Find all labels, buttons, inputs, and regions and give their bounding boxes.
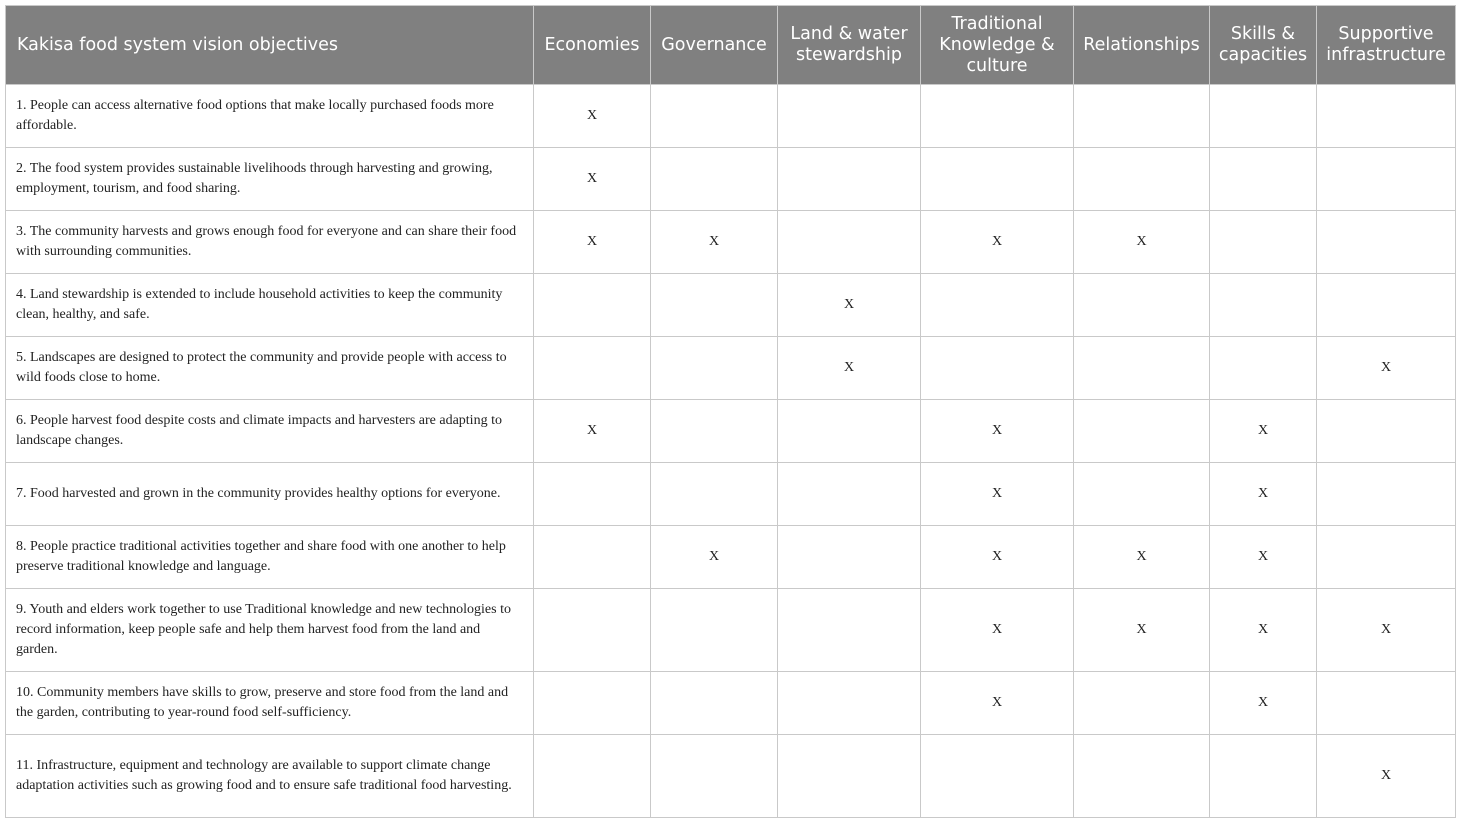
mark-cell: X [534, 85, 651, 148]
mark-cell [778, 148, 921, 211]
mark-cell [534, 526, 651, 589]
header-skills-capacities: Skills & capacities [1210, 6, 1317, 85]
mark-cell [651, 463, 778, 526]
objective-cell: 2. The food system provides sustainable livelihoods through harvesting and growing, employment, tourism, and food sharing. [6, 148, 534, 211]
objective-cell: 8. People practice traditional activities together and share food with one another to help preserve traditional knowledge and language. [6, 526, 534, 589]
mark-cell [778, 463, 921, 526]
table-row [6, 337, 1456, 400]
mark-cell [534, 337, 651, 400]
mark-cell [1074, 735, 1210, 818]
mark-cell [651, 274, 778, 337]
mark-cell [1210, 735, 1317, 818]
mark-cell [1210, 211, 1317, 274]
header-traditional-knowledge-culture: Traditional Knowledge & culture [921, 6, 1074, 85]
mark-cell [1074, 463, 1210, 526]
objective-cell: 7. Food harvested and grown in the community provides healthy options for everyone. [6, 463, 534, 526]
mark-cell [534, 735, 651, 818]
table-row [6, 672, 1456, 735]
mark-cell [1317, 400, 1456, 463]
mark-cell: X [1317, 735, 1456, 818]
mark-cell [1074, 274, 1210, 337]
mark-cell [1210, 85, 1317, 148]
header-relationships: Relationships [1074, 6, 1210, 85]
header-row [6, 6, 1456, 85]
mark-cell [921, 735, 1074, 818]
mark-cell: X [921, 672, 1074, 735]
mark-cell [1074, 672, 1210, 735]
mark-cell: X [778, 274, 921, 337]
mark-cell: X [1317, 589, 1456, 672]
mark-cell [1317, 148, 1456, 211]
mark-cell: X [921, 526, 1074, 589]
mark-cell [651, 735, 778, 818]
table-row [6, 526, 1456, 589]
mark-cell: X [1210, 400, 1317, 463]
mark-cell [1210, 148, 1317, 211]
mark-cell: X [1210, 589, 1317, 672]
mark-cell [534, 274, 651, 337]
mark-cell: X [534, 211, 651, 274]
mark-cell: X [1210, 672, 1317, 735]
table-row [6, 148, 1456, 211]
mark-cell: X [651, 526, 778, 589]
mark-cell [778, 672, 921, 735]
table-row [6, 463, 1456, 526]
objective-cell: 11. Infrastructure, equipment and technology are available to support climate change adaptation activities such as growing food and to ensure safe traditional food harvesting. [6, 735, 534, 818]
mark-cell: X [651, 211, 778, 274]
mark-cell [778, 85, 921, 148]
mark-cell [651, 85, 778, 148]
mark-cell [651, 337, 778, 400]
mark-cell [778, 526, 921, 589]
mark-cell [651, 400, 778, 463]
objective-cell: 10. Community members have skills to grow, preserve and store food from the land and the garden, contributing to year-round food self-sufficiency. [6, 672, 534, 735]
objective-cell: 4. Land stewardship is extended to include household activities to keep the community clean, healthy, and safe. [6, 274, 534, 337]
table-row [6, 735, 1456, 818]
mark-cell: X [778, 337, 921, 400]
mark-cell: X [534, 148, 651, 211]
mark-cell [778, 589, 921, 672]
mark-cell [921, 85, 1074, 148]
mark-cell [651, 672, 778, 735]
objective-cell: 5. Landscapes are designed to protect the community and provide people with access to wild foods close to home. [6, 337, 534, 400]
mark-cell [1317, 526, 1456, 589]
table-row [6, 85, 1456, 148]
mark-cell [1210, 337, 1317, 400]
header-land-water-stewardship: Land & water stewardship [778, 6, 921, 85]
mark-cell [778, 211, 921, 274]
objective-cell: 3. The community harvests and grows enough food for everyone and can share their food with surrounding communities. [6, 211, 534, 274]
header-objectives: Kakisa food system vision objectives [6, 6, 534, 85]
table-row [6, 274, 1456, 337]
mark-cell: X [1317, 337, 1456, 400]
mark-cell [1210, 274, 1317, 337]
mark-cell [921, 274, 1074, 337]
header-supportive-infrastructure: Supportive infrastructure [1317, 6, 1456, 85]
mark-cell [651, 589, 778, 672]
mark-cell [1074, 400, 1210, 463]
table-header [6, 6, 1456, 85]
mark-cell: X [921, 463, 1074, 526]
header-governance: Governance [651, 6, 778, 85]
table-row [6, 400, 1456, 463]
mark-cell [534, 589, 651, 672]
objective-cell: 6. People harvest food despite costs and climate impacts and harvesters are adapting to landscape changes. [6, 400, 534, 463]
mark-cell: X [1074, 589, 1210, 672]
mark-cell [1317, 274, 1456, 337]
mark-cell [778, 735, 921, 818]
table-body [6, 85, 1456, 818]
objective-cell: 1. People can access alternative food options that make locally purchased foods more affordable. [6, 85, 534, 148]
mark-cell [778, 400, 921, 463]
mark-cell [1317, 211, 1456, 274]
table-row [6, 589, 1456, 672]
mark-cell [1317, 672, 1456, 735]
mark-cell [1074, 148, 1210, 211]
mark-cell: X [1074, 526, 1210, 589]
objectives-table [5, 5, 1456, 818]
mark-cell [534, 672, 651, 735]
mark-cell [651, 148, 778, 211]
mark-cell: X [534, 400, 651, 463]
mark-cell: X [921, 589, 1074, 672]
mark-cell [1317, 85, 1456, 148]
mark-cell: X [1210, 463, 1317, 526]
header-economies: Economies [534, 6, 651, 85]
mark-cell [1074, 85, 1210, 148]
mark-cell [921, 337, 1074, 400]
mark-cell: X [1210, 526, 1317, 589]
mark-cell: X [1074, 211, 1210, 274]
objective-cell: 9. Youth and elders work together to use Traditional knowledge and new technologies to record information, keep people safe and help them harvest food from the land and garden. [6, 589, 534, 672]
mark-cell: X [921, 211, 1074, 274]
mark-cell [1317, 463, 1456, 526]
mark-cell [534, 463, 651, 526]
mark-cell [921, 148, 1074, 211]
mark-cell [1074, 337, 1210, 400]
table-row [6, 211, 1456, 274]
mark-cell: X [921, 400, 1074, 463]
